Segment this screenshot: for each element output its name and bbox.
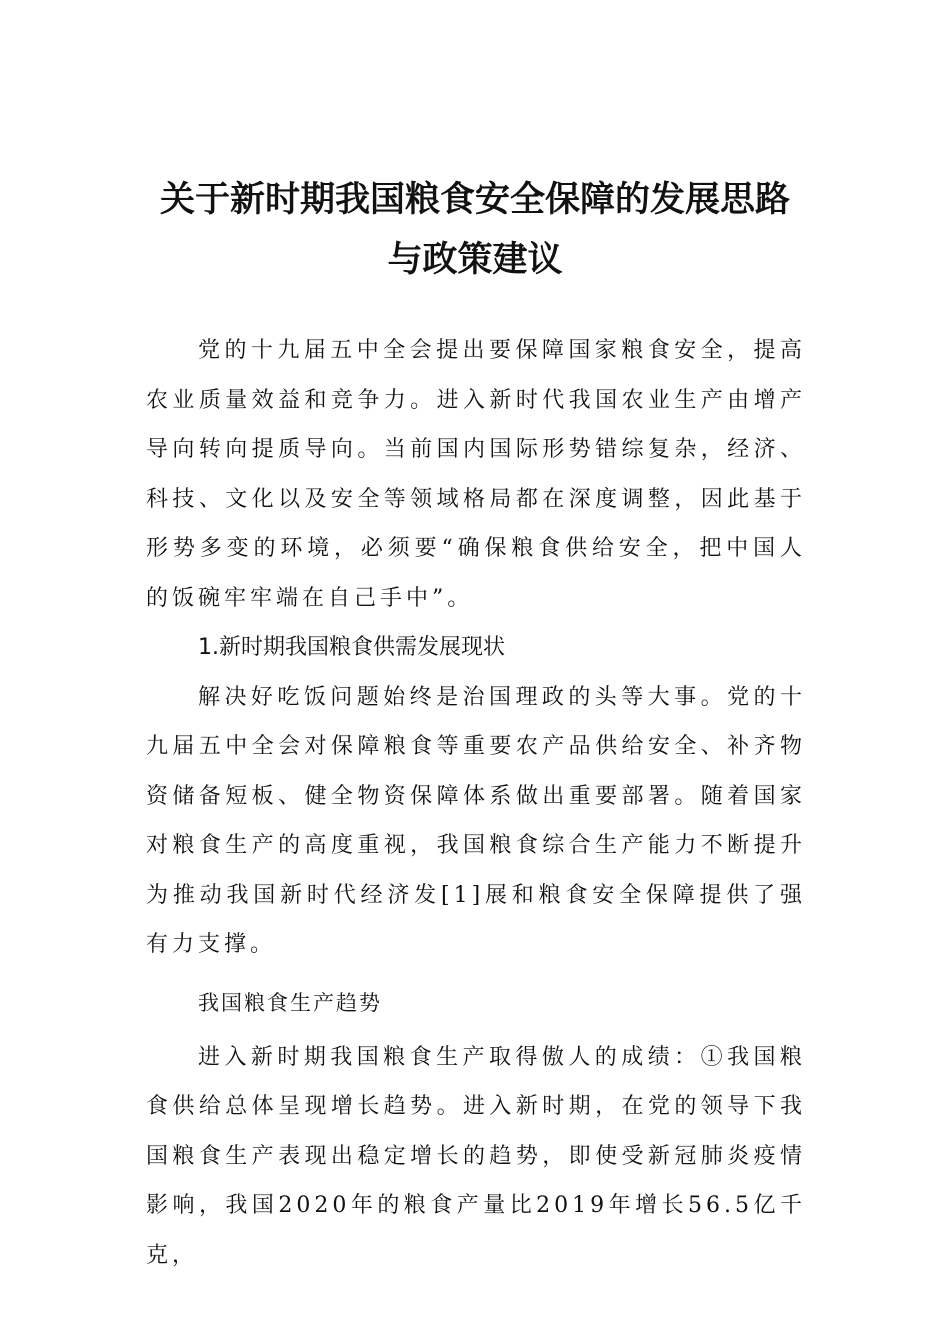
- section-paragraph: 解决好吃饭问题始终是治国理政的头等大事。党的十九届五中全会对保障粮食等重要农产品供给安全、补齐物资储备短板、健全物资保障体系做出重要部署。随着国家对粮食生产的高度重视，我国粮食综合生产能力不断提升为推动我国新时代经济发[1]展和粮食安全保障提供了强有力支撑。: [146, 684, 806, 957]
- subsection-paragraph: 进入新时期我国粮食生产取得傲人的成绩：①我国粮食供给总体呈现增长趋势。进入新时期，在党的领导下我国粮食生产表现出稳定增长的趋势，即使受新冠肺炎疫情影响，我国2020年的粮食产量比2019年增长56.5亿千克，: [146, 1044, 806, 1268]
- intro-paragraph: 党的十九届五中全会提出要保障国家粮食安全，提高农业质量效益和竞争力。进入新时代我国农业生产由增产导向转向提质导向。当前国内国际形势错综复杂，经济、科技、文化以及安全等领域格局都在深度调整，因此基于形势多变的环境，必须要“确保粮食供给安全，把中国人的饭碗牢牢端在自己手中”。: [146, 338, 806, 611]
- document-body: [146, 326, 806, 1280]
- title-line-2: 与政策建议: [387, 240, 563, 280]
- subsection-heading: 我国粮食生产趋势: [198, 990, 382, 1015]
- section-heading: 1.新时期我国粮食供需发展现状: [198, 635, 505, 660]
- title-line-1: 关于新时期我国粮食安全保障的发展思路: [159, 180, 790, 220]
- document-title: [120, 170, 830, 290]
